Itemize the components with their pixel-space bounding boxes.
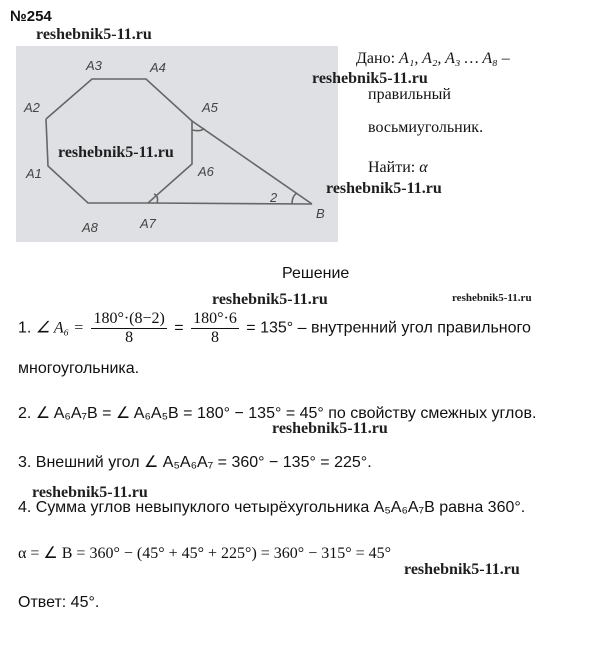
final-equation: α = ∠ B = 360° − (45° + 45° + 225°) = 360° − 315° = 45°	[18, 545, 392, 562]
solution-heading: Решение	[282, 265, 350, 282]
watermark: reshebnik5-11.ru	[58, 144, 174, 161]
step4: 4. Сумма углов невыпуклого четырёхугольника A₅A₆A₇B равна 360°.	[18, 499, 526, 516]
step1-continuation: многоугольника.	[18, 360, 140, 377]
step1-prefix: 1.	[18, 319, 32, 337]
octagon-outline	[46, 79, 192, 203]
label-a6: A6	[198, 164, 214, 179]
label-a5: A5	[202, 100, 218, 115]
watermark: reshebnik5-11.ru	[452, 292, 532, 304]
step1	[18, 310, 531, 347]
label-b: B	[316, 206, 325, 221]
watermark: reshebnik5-11.ru	[326, 180, 442, 197]
watermark: reshebnik5-11.ru	[312, 70, 428, 87]
fraction-1-denominator: 8	[125, 329, 134, 346]
step1-eq: =	[174, 319, 184, 337]
step2: 2. ∠ A₆A₇B = ∠ A₆A₅B = 180° − 135° = 45° по свойству смежных углов.	[18, 405, 537, 422]
given-line3: восьмиугольник.	[368, 119, 484, 136]
angle-arc-b	[292, 193, 297, 204]
find-label: Найти:	[368, 159, 416, 176]
label-a4: A4	[150, 60, 166, 75]
watermark: reshebnik5-11.ru	[404, 561, 520, 578]
label-a7: A7	[140, 216, 156, 231]
watermark: reshebnik5-11.ru	[32, 484, 148, 501]
label-alpha: 2	[270, 190, 278, 205]
step3: 3. Внешний угол ∠ A₅A₆A₇ = 360° − 135° = 225°.	[18, 454, 372, 471]
answer: Ответ: 45°.	[18, 594, 100, 611]
given-line2: правильный	[368, 86, 451, 103]
step1-angle: ∠ A₆ =	[35, 319, 84, 337]
fraction-2-numerator: 180°·6	[193, 310, 237, 327]
watermark: reshebnik5-11.ru	[36, 26, 152, 43]
fraction-1	[91, 310, 166, 347]
angle-arc-a7	[154, 194, 158, 203]
given-label: Дано:	[356, 50, 396, 67]
label-a3: A3	[86, 58, 102, 73]
step1-result: = 135° – внутренний угол правильного	[246, 319, 531, 337]
segment-a5-b	[192, 121, 312, 204]
watermark: reshebnik5-11.ru	[212, 291, 328, 308]
segment-a7-b	[148, 203, 312, 204]
problem-number: №254	[10, 8, 52, 25]
fraction-2	[191, 310, 239, 347]
find-line	[368, 159, 428, 177]
label-a2: A2	[24, 100, 40, 115]
given-series: A₁, A₂, A₃ … A₈ –	[399, 50, 510, 67]
given-line	[356, 50, 510, 68]
label-a8: A8	[82, 220, 98, 235]
fraction-1-numerator: 180°·(8−2)	[93, 310, 165, 327]
find-value: α	[419, 159, 428, 176]
fraction-2-denominator: 8	[210, 329, 219, 346]
watermark: reshebnik5-11.ru	[272, 420, 388, 437]
label-a1: A1	[26, 166, 42, 181]
